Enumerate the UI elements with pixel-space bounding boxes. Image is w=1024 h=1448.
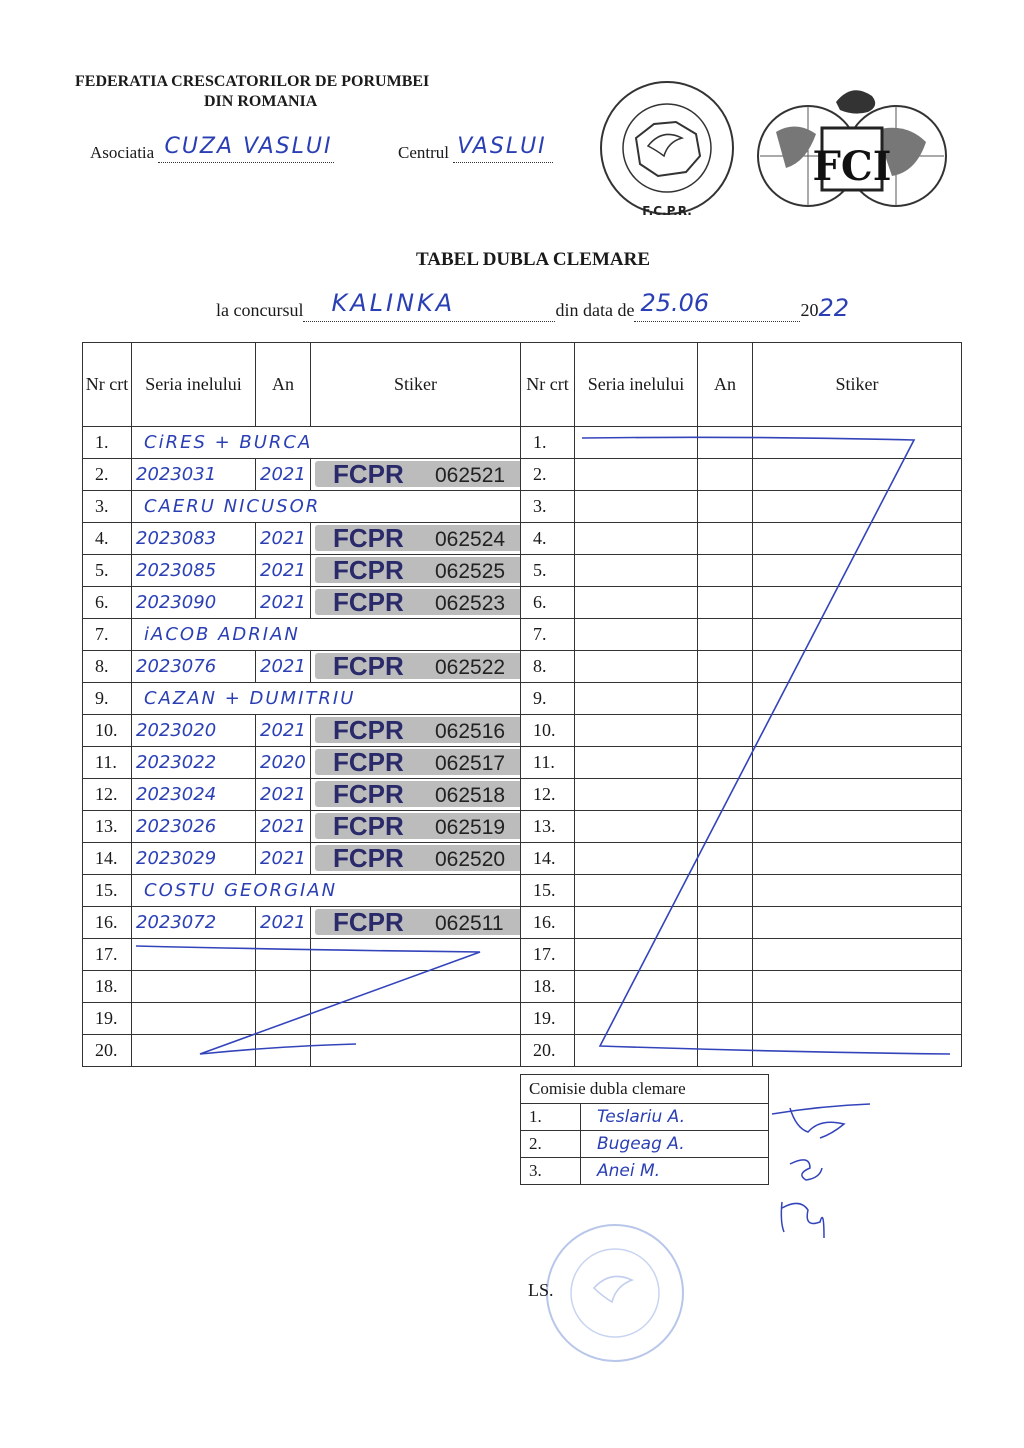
row-year-right (698, 907, 753, 939)
row-year: 2021 (256, 843, 311, 875)
row-year: 2021 (256, 715, 311, 747)
row-sticker (311, 811, 521, 843)
row-nr: 13. (83, 811, 132, 843)
row-ring-serie: 2023024 (132, 779, 256, 811)
row-nr-right: 12. (521, 779, 575, 811)
row-nr-right: 14. (521, 843, 575, 875)
row-sticker-right (753, 427, 962, 459)
row-nr-right: 17. (521, 939, 575, 971)
date-label: din data de (555, 300, 635, 320)
table-row (83, 651, 962, 683)
header-seria-inelului-right: Seria inelului (575, 343, 698, 427)
row-nr-right: 13. (521, 811, 575, 843)
row-year: 2021 (256, 523, 311, 555)
row-ring-serie (132, 939, 256, 971)
row-ring-serie: 2023020 (132, 715, 256, 747)
commission-row (521, 1104, 769, 1131)
row-ring-serie-right (575, 555, 698, 587)
header-nr-crt-right: Nr crt (521, 343, 575, 427)
sticker-number: 062519 (435, 816, 506, 839)
row-sticker (311, 939, 521, 971)
year-prefix: 20 (800, 300, 819, 320)
row-nr: 1. (83, 427, 132, 459)
row-sticker-right (753, 779, 962, 811)
row-ring-serie: 2023085 (132, 555, 256, 587)
row-year: 2021 (256, 811, 311, 843)
row-fancier-name: CAZAN + DUMITRIU (132, 683, 521, 715)
row-sticker-right (753, 619, 962, 651)
sticker-number: 062518 (435, 784, 506, 807)
row-year-right (698, 939, 753, 971)
sticker-number: 062511 (435, 912, 504, 935)
commission-member-name: Bugeag A. (581, 1131, 769, 1158)
sticker-fcpr: FCPR (333, 651, 404, 681)
row-nr: 17. (83, 939, 132, 971)
table-row (83, 843, 962, 875)
commission-title: Comisie dubla clemare (521, 1075, 769, 1104)
row-nr: 14. (83, 843, 132, 875)
double-clamp-table (82, 342, 962, 1067)
row-ring-serie-right (575, 907, 698, 939)
table-row (83, 555, 962, 587)
row-fancier-name: iACOB ADRIAN (132, 619, 521, 651)
row-nr-right: 6. (521, 587, 575, 619)
row-fancier-name: COSTU GEORGIAN (132, 875, 521, 907)
commission-signatures (760, 1098, 880, 1248)
row-fancier-name: CiRES + BURCA (132, 427, 521, 459)
row-nr-right: 16. (521, 907, 575, 939)
contest-value: KALINKA (331, 289, 456, 317)
commission-member-name: Teslariu A. (581, 1104, 769, 1131)
row-nr: 19. (83, 1003, 132, 1035)
asociatia-value: CUZA VASLUI (164, 134, 333, 159)
row-nr: 16. (83, 907, 132, 939)
row-ring-serie: 2023090 (132, 587, 256, 619)
commission-nr: 1. (521, 1104, 581, 1131)
row-ring-serie (132, 971, 256, 1003)
row-year: 2021 (256, 651, 311, 683)
row-ring-serie-right (575, 1003, 698, 1035)
row-year-right (698, 971, 753, 1003)
row-sticker (311, 555, 521, 587)
sticker-fcpr: FCPR (333, 779, 404, 809)
year-suffix: 22 (818, 294, 849, 322)
row-ring-serie-right (575, 651, 698, 683)
row-year-right (698, 843, 753, 875)
row-sticker-right (753, 1035, 962, 1067)
sticker-number: 062525 (435, 560, 506, 583)
commission-row (521, 1131, 769, 1158)
header-an-right: An (698, 343, 753, 427)
commission-member-name: Anei M. (581, 1158, 769, 1185)
row-ring-serie-right (575, 779, 698, 811)
row-year: 2021 (256, 779, 311, 811)
header-nr-crt: Nr crt (83, 343, 132, 427)
sticker-fcpr: FCPR (333, 523, 404, 553)
sticker-label (315, 653, 521, 679)
table-row (83, 747, 962, 779)
row-year-right (698, 523, 753, 555)
row-year-right (698, 1035, 753, 1067)
commission-table (520, 1074, 769, 1185)
sticker-number: 062522 (435, 656, 506, 679)
row-sticker-right (753, 1003, 962, 1035)
row-sticker (311, 587, 521, 619)
sticker-label (315, 909, 521, 935)
row-ring-serie: 2023026 (132, 811, 256, 843)
row-sticker-right (753, 555, 962, 587)
row-year-right (698, 555, 753, 587)
row-year-right (698, 1003, 753, 1035)
asociatia-label: Asociatia (90, 143, 155, 162)
row-sticker-right (753, 523, 962, 555)
row-ring-serie-right (575, 619, 698, 651)
sticker-fcpr: FCPR (333, 747, 404, 777)
row-nr: 7. (83, 619, 132, 651)
table-row (83, 427, 962, 459)
row-nr: 6. (83, 587, 132, 619)
row-nr-right: 7. (521, 619, 575, 651)
row-year-right (698, 747, 753, 779)
row-year-right (698, 587, 753, 619)
row-year-right (698, 875, 753, 907)
row-ring-serie-right (575, 715, 698, 747)
sticker-label (315, 557, 521, 583)
row-year: 2021 (256, 555, 311, 587)
row-ring-serie: 2023083 (132, 523, 256, 555)
row-sticker (311, 779, 521, 811)
sticker-label (315, 813, 521, 839)
row-year (256, 1035, 311, 1067)
centrul-value: VASLUI (457, 134, 547, 159)
row-year-right (698, 491, 753, 523)
row-ring-serie: 2023029 (132, 843, 256, 875)
row-year: 2021 (256, 907, 311, 939)
row-sticker (311, 907, 521, 939)
fci-logo (756, 72, 948, 218)
sticker-number: 062523 (435, 592, 506, 615)
row-fancier-name: CAERU NICUSOR (132, 491, 521, 523)
row-sticker (311, 523, 521, 555)
sticker-label (315, 461, 521, 487)
sticker-fcpr: FCPR (333, 459, 404, 489)
row-sticker-right (753, 907, 962, 939)
table-row (83, 779, 962, 811)
row-nr: 15. (83, 875, 132, 907)
table-header-row (83, 343, 962, 427)
row-sticker (311, 651, 521, 683)
row-ring-serie-right (575, 875, 698, 907)
row-sticker (311, 1003, 521, 1035)
table-row (83, 907, 962, 939)
fci-logo-text: FCI (812, 143, 892, 190)
row-ring-serie-right (575, 523, 698, 555)
contest-line (216, 289, 849, 322)
table-row (83, 523, 962, 555)
row-nr-right: 5. (521, 555, 575, 587)
row-ring-serie: 2023072 (132, 907, 256, 939)
row-year-right (698, 619, 753, 651)
sticker-fcpr: FCPR (333, 907, 404, 937)
table-row (83, 619, 962, 651)
table-row (83, 971, 962, 1003)
header-stiker-right: Stiker (753, 343, 962, 427)
page-title: TABEL DUBLA CLEMARE (416, 249, 651, 270)
row-sticker-right (753, 491, 962, 523)
table-row (83, 875, 962, 907)
row-sticker (311, 747, 521, 779)
row-sticker (311, 1035, 521, 1067)
row-year-right (698, 683, 753, 715)
row-nr: 12. (83, 779, 132, 811)
row-nr-right: 8. (521, 651, 575, 683)
row-year: 2020 (256, 747, 311, 779)
row-nr: 9. (83, 683, 132, 715)
row-year-right (698, 715, 753, 747)
fcpr-logo (596, 76, 738, 224)
table-row (83, 1035, 962, 1067)
table-row (83, 683, 962, 715)
row-ring-serie-right (575, 747, 698, 779)
date-value: 25.06 (640, 289, 710, 317)
sticker-number: 062524 (435, 528, 506, 551)
table-row (83, 939, 962, 971)
row-sticker (311, 715, 521, 747)
row-nr: 4. (83, 523, 132, 555)
row-sticker-right (753, 651, 962, 683)
row-year-right (698, 427, 753, 459)
ls-mark: LS. (528, 1280, 554, 1300)
row-sticker-right (753, 939, 962, 971)
row-ring-serie: 2023076 (132, 651, 256, 683)
row-ring-serie-right (575, 843, 698, 875)
header-stiker: Stiker (311, 343, 521, 427)
sticker-number: 062516 (435, 720, 506, 743)
federation-title-line2: DIN ROMANIA (204, 93, 318, 110)
row-nr: 2. (83, 459, 132, 491)
row-ring-serie-right (575, 811, 698, 843)
sticker-fcpr: FCPR (333, 811, 404, 841)
header-an: An (256, 343, 311, 427)
row-sticker-right (753, 715, 962, 747)
row-ring-serie-right (575, 427, 698, 459)
row-nr-right: 20. (521, 1035, 575, 1067)
row-ring-serie-right (575, 459, 698, 491)
row-nr-right: 1. (521, 427, 575, 459)
commission-row (521, 1158, 769, 1185)
table-row (83, 459, 962, 491)
table-row (83, 715, 962, 747)
row-nr-right: 9. (521, 683, 575, 715)
row-sticker-right (753, 683, 962, 715)
row-ring-serie-right (575, 1035, 698, 1067)
table-row (83, 587, 962, 619)
asociatia-field (90, 134, 334, 163)
row-sticker-right (753, 843, 962, 875)
sticker-fcpr: FCPR (333, 587, 404, 617)
row-year-right (698, 459, 753, 491)
row-ring-serie: 2023022 (132, 747, 256, 779)
row-ring-serie-right (575, 587, 698, 619)
sticker-label (315, 749, 521, 775)
federation-title-line1: FEDERATIA CRESCATORILOR DE PORUMBEI (75, 73, 430, 90)
row-nr-right: 19. (521, 1003, 575, 1035)
row-ring-serie-right (575, 939, 698, 971)
row-sticker (311, 459, 521, 491)
row-sticker-right (753, 875, 962, 907)
row-sticker-right (753, 587, 962, 619)
fcpr-logo-abbr: F.C.P.R. (642, 204, 692, 218)
row-nr: 10. (83, 715, 132, 747)
sticker-label (315, 589, 521, 615)
row-nr-right: 11. (521, 747, 575, 779)
row-nr-right: 4. (521, 523, 575, 555)
row-nr-right: 15. (521, 875, 575, 907)
table-row (83, 811, 962, 843)
row-ring-serie (132, 1003, 256, 1035)
sticker-number: 062520 (435, 848, 506, 871)
sticker-label (315, 717, 521, 743)
sticker-label (315, 781, 521, 807)
row-sticker-right (753, 747, 962, 779)
row-year-right (698, 811, 753, 843)
row-year (256, 939, 311, 971)
sticker-label (315, 525, 521, 551)
table-row (83, 491, 962, 523)
row-year: 2021 (256, 459, 311, 491)
row-year-right (698, 779, 753, 811)
row-nr-right: 18. (521, 971, 575, 1003)
row-nr: 3. (83, 491, 132, 523)
row-nr: 20. (83, 1035, 132, 1067)
sticker-fcpr: FCPR (333, 843, 404, 873)
sticker-fcpr: FCPR (333, 715, 404, 745)
row-ring-serie: 2023031 (132, 459, 256, 491)
table-row (83, 1003, 962, 1035)
commission-nr: 2. (521, 1131, 581, 1158)
row-nr: 5. (83, 555, 132, 587)
row-nr-right: 2. (521, 459, 575, 491)
row-year (256, 971, 311, 1003)
sticker-fcpr: FCPR (333, 555, 404, 585)
centrul-label: Centrul (398, 143, 449, 162)
row-ring-serie-right (575, 683, 698, 715)
row-year-right (698, 651, 753, 683)
row-year (256, 1003, 311, 1035)
row-year: 2021 (256, 587, 311, 619)
centrul-field (398, 134, 553, 163)
faded-stamp (540, 1218, 690, 1368)
row-nr-right: 10. (521, 715, 575, 747)
header-seria-inelului: Seria inelului (132, 343, 256, 427)
row-nr: 8. (83, 651, 132, 683)
row-ring-serie (132, 1035, 256, 1067)
row-nr: 11. (83, 747, 132, 779)
row-sticker (311, 843, 521, 875)
row-sticker-right (753, 971, 962, 1003)
sticker-number: 062521 (435, 464, 506, 487)
contest-label: la concursul (216, 300, 304, 320)
row-sticker-right (753, 811, 962, 843)
row-sticker-right (753, 459, 962, 491)
row-nr: 18. (83, 971, 132, 1003)
row-ring-serie-right (575, 971, 698, 1003)
commission-nr: 3. (521, 1158, 581, 1185)
row-ring-serie-right (575, 491, 698, 523)
row-nr-right: 3. (521, 491, 575, 523)
row-sticker (311, 971, 521, 1003)
sticker-label (315, 845, 521, 871)
sticker-number: 062517 (435, 752, 506, 775)
